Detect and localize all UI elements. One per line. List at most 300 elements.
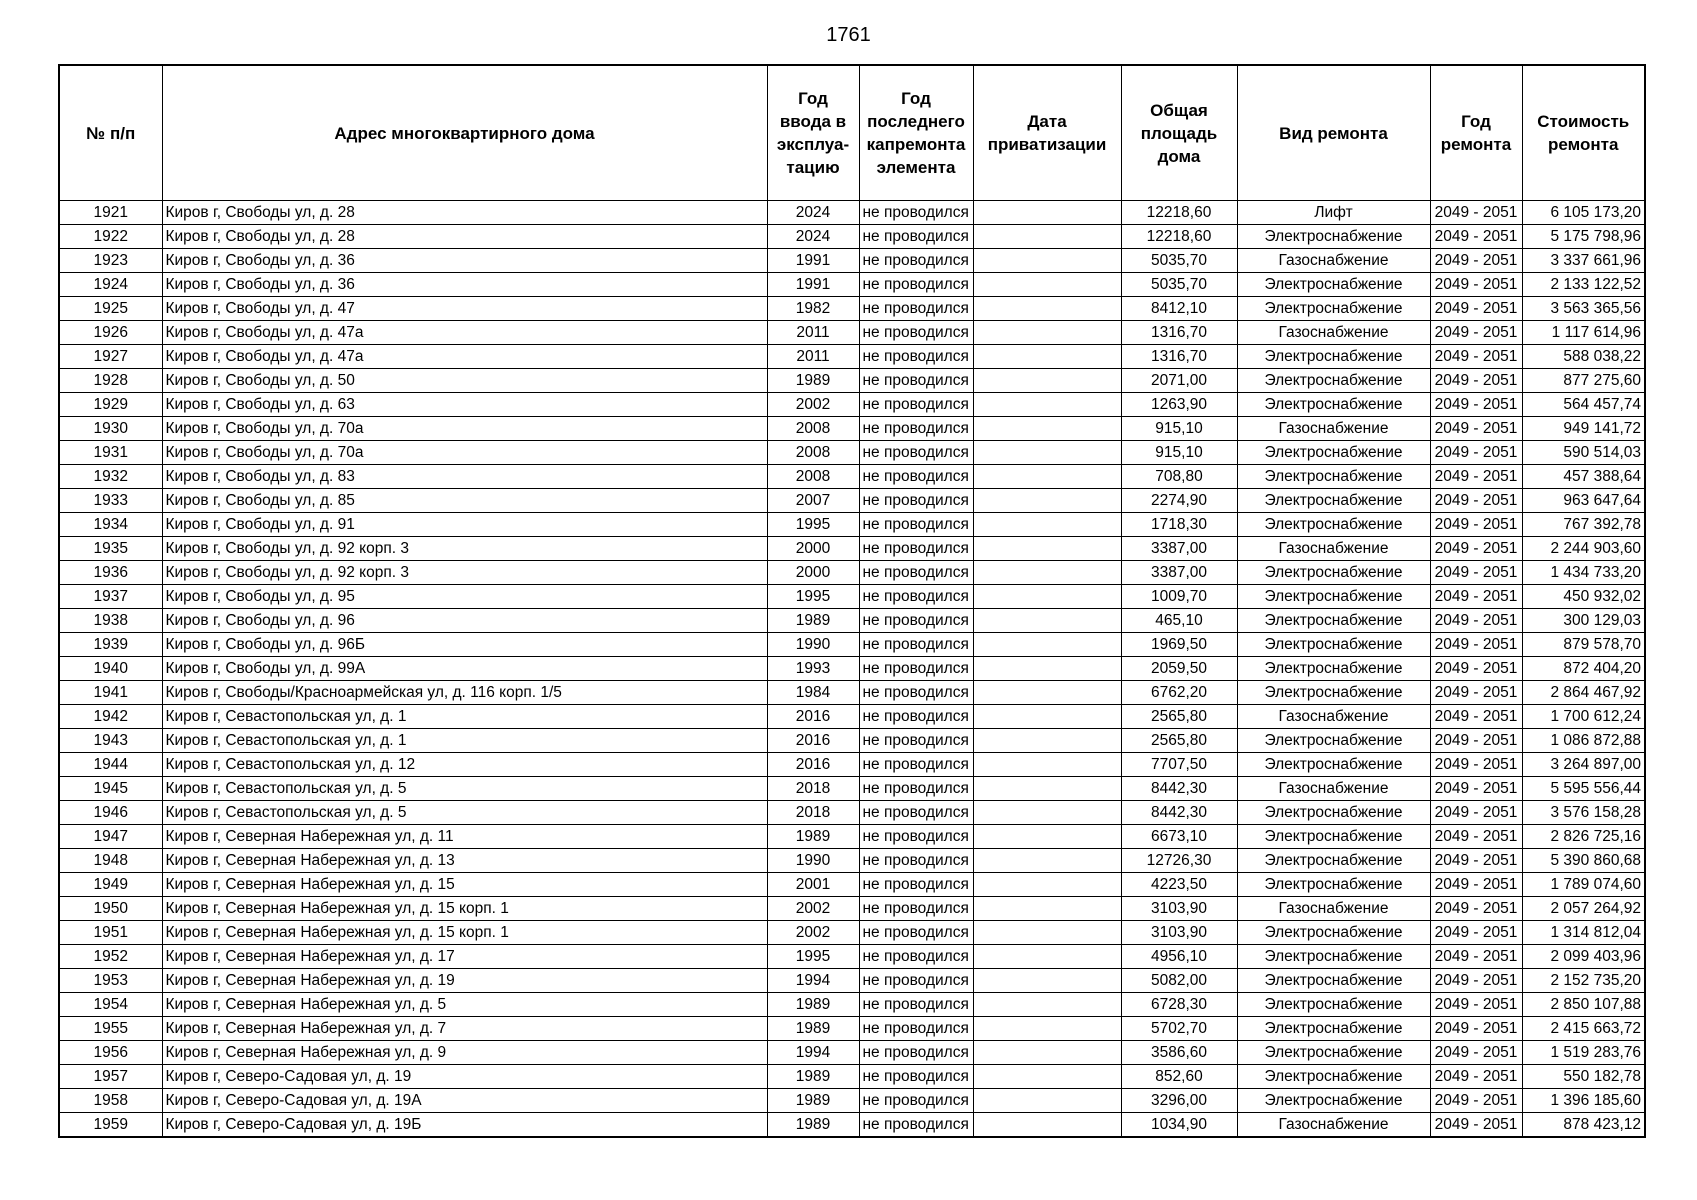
cell-address: Киров г, Севастопольская ул, д. 5 [162, 777, 767, 801]
cell-year-built: 1989 [767, 1113, 859, 1138]
cell-total-area: 6673,10 [1121, 825, 1237, 849]
cell-last-repair: не проводился [859, 633, 973, 657]
header-row [59, 65, 1645, 201]
cell-total-area: 1969,50 [1121, 633, 1237, 657]
cell-last-repair: не проводился [859, 441, 973, 465]
cell-privatization-date [973, 465, 1121, 489]
cell-privatization-date [973, 1065, 1121, 1089]
cell-repair-type: Газоснабжение [1237, 249, 1430, 273]
table-row [59, 945, 1645, 969]
cell-repair-type: Электроснабжение [1237, 489, 1430, 513]
cell-year-built: 2008 [767, 417, 859, 441]
cell-repair-year: 2049 - 2051 [1430, 489, 1522, 513]
cell-total-area: 8412,10 [1121, 297, 1237, 321]
cell-number: 1956 [59, 1041, 162, 1065]
cell-number: 1941 [59, 681, 162, 705]
cell-repair-cost: 1 086 872,88 [1522, 729, 1645, 753]
cell-repair-type: Электроснабжение [1237, 849, 1430, 873]
cell-year-built: 1989 [767, 369, 859, 393]
cell-repair-year: 2049 - 2051 [1430, 801, 1522, 825]
cell-repair-cost: 3 576 158,28 [1522, 801, 1645, 825]
cell-privatization-date [973, 1113, 1121, 1138]
cell-address: Киров г, Северо-Садовая ул, д. 19А [162, 1089, 767, 1113]
cell-repair-cost: 3 264 897,00 [1522, 753, 1645, 777]
cell-repair-type: Электроснабжение [1237, 969, 1430, 993]
cell-number: 1938 [59, 609, 162, 633]
cell-number: 1951 [59, 921, 162, 945]
cell-repair-type: Электроснабжение [1237, 393, 1430, 417]
cell-repair-year: 2049 - 2051 [1430, 969, 1522, 993]
header-repair-year: Год ремонта [1430, 65, 1522, 201]
cell-repair-type: Электроснабжение [1237, 273, 1430, 297]
table-row [59, 633, 1645, 657]
cell-repair-cost: 5 175 798,96 [1522, 225, 1645, 249]
cell-total-area: 12726,30 [1121, 849, 1237, 873]
cell-repair-year: 2049 - 2051 [1430, 1065, 1522, 1089]
cell-total-area: 1263,90 [1121, 393, 1237, 417]
cell-repair-cost: 1 117 614,96 [1522, 321, 1645, 345]
cell-privatization-date [973, 273, 1121, 297]
cell-privatization-date [973, 753, 1121, 777]
cell-repair-type: Электроснабжение [1237, 1041, 1430, 1065]
cell-total-area: 5035,70 [1121, 249, 1237, 273]
table-row [59, 801, 1645, 825]
cell-total-area: 2059,50 [1121, 657, 1237, 681]
cell-address: Киров г, Севастопольская ул, д. 5 [162, 801, 767, 825]
cell-repair-cost: 2 826 725,16 [1522, 825, 1645, 849]
cell-last-repair: не проводился [859, 1017, 973, 1041]
cell-last-repair: не проводился [859, 849, 973, 873]
cell-address: Киров г, Свободы ул, д. 63 [162, 393, 767, 417]
cell-repair-year: 2049 - 2051 [1430, 297, 1522, 321]
cell-address: Киров г, Свободы ул, д. 47а [162, 345, 767, 369]
cell-repair-cost: 2 099 403,96 [1522, 945, 1645, 969]
cell-total-area: 1316,70 [1121, 321, 1237, 345]
cell-total-area: 5082,00 [1121, 969, 1237, 993]
cell-address: Киров г, Свободы ул, д. 70а [162, 417, 767, 441]
cell-repair-type: Газоснабжение [1237, 417, 1430, 441]
table-row [59, 273, 1645, 297]
table-row [59, 969, 1645, 993]
cell-last-repair: не проводился [859, 513, 973, 537]
cell-total-area: 6762,20 [1121, 681, 1237, 705]
cell-privatization-date [973, 1041, 1121, 1065]
cell-repair-year: 2049 - 2051 [1430, 753, 1522, 777]
cell-year-built: 2024 [767, 201, 859, 225]
cell-number: 1940 [59, 657, 162, 681]
cell-repair-type: Электроснабжение [1237, 561, 1430, 585]
cell-repair-cost: 450 932,02 [1522, 585, 1645, 609]
cell-repair-year: 2049 - 2051 [1430, 1113, 1522, 1138]
cell-last-repair: не проводился [859, 417, 973, 441]
table-row [59, 993, 1645, 1017]
cell-address: Киров г, Севастопольская ул, д. 1 [162, 729, 767, 753]
cell-privatization-date [973, 945, 1121, 969]
cell-number: 1944 [59, 753, 162, 777]
table-row [59, 465, 1645, 489]
cell-last-repair: не проводился [859, 201, 973, 225]
cell-year-built: 1990 [767, 633, 859, 657]
cell-total-area: 4956,10 [1121, 945, 1237, 969]
cell-number: 1923 [59, 249, 162, 273]
cell-last-repair: не проводился [859, 705, 973, 729]
cell-year-built: 2002 [767, 921, 859, 945]
cell-repair-cost: 564 457,74 [1522, 393, 1645, 417]
cell-address: Киров г, Свободы ул, д. 36 [162, 273, 767, 297]
cell-repair-type: Электроснабжение [1237, 1089, 1430, 1113]
cell-privatization-date [973, 225, 1121, 249]
table-row [59, 729, 1645, 753]
table-row [59, 489, 1645, 513]
cell-privatization-date [973, 321, 1121, 345]
cell-number: 1929 [59, 393, 162, 417]
cell-number: 1936 [59, 561, 162, 585]
cell-repair-cost: 2 152 735,20 [1522, 969, 1645, 993]
cell-year-built: 2016 [767, 705, 859, 729]
cell-address: Киров г, Северо-Садовая ул, д. 19Б [162, 1113, 767, 1138]
cell-repair-year: 2049 - 2051 [1430, 777, 1522, 801]
cell-last-repair: не проводился [859, 393, 973, 417]
cell-repair-year: 2049 - 2051 [1430, 513, 1522, 537]
table-row [59, 1113, 1645, 1138]
cell-repair-cost: 1 519 283,76 [1522, 1041, 1645, 1065]
cell-number: 1959 [59, 1113, 162, 1138]
cell-repair-year: 2049 - 2051 [1430, 585, 1522, 609]
cell-year-built: 2008 [767, 441, 859, 465]
cell-repair-type: Электроснабжение [1237, 801, 1430, 825]
cell-last-repair: не проводился [859, 561, 973, 585]
cell-privatization-date [973, 873, 1121, 897]
table-row [59, 393, 1645, 417]
table-row [59, 609, 1645, 633]
cell-address: Киров г, Северная Набережная ул, д. 13 [162, 849, 767, 873]
cell-repair-cost: 872 404,20 [1522, 657, 1645, 681]
cell-year-built: 2000 [767, 561, 859, 585]
cell-year-built: 1994 [767, 969, 859, 993]
table-row [59, 777, 1645, 801]
table-row [59, 825, 1645, 849]
cell-address: Киров г, Свободы ул, д. 36 [162, 249, 767, 273]
cell-last-repair: не проводился [859, 249, 973, 273]
cell-privatization-date [973, 201, 1121, 225]
cell-last-repair: не проводился [859, 897, 973, 921]
cell-repair-year: 2049 - 2051 [1430, 273, 1522, 297]
cell-repair-year: 2049 - 2051 [1430, 417, 1522, 441]
cell-number: 1931 [59, 441, 162, 465]
cell-repair-type: Электроснабжение [1237, 441, 1430, 465]
cell-repair-year: 2049 - 2051 [1430, 633, 1522, 657]
cell-year-built: 1991 [767, 273, 859, 297]
cell-address: Киров г, Свободы ул, д. 95 [162, 585, 767, 609]
header-repair-type: Вид ремонта [1237, 65, 1430, 201]
cell-year-built: 2002 [767, 393, 859, 417]
cell-repair-cost: 1 396 185,60 [1522, 1089, 1645, 1113]
cell-repair-type: Газоснабжение [1237, 705, 1430, 729]
table-row [59, 1065, 1645, 1089]
cell-privatization-date [973, 825, 1121, 849]
cell-year-built: 1994 [767, 1041, 859, 1065]
cell-year-built: 2002 [767, 897, 859, 921]
table-row [59, 921, 1645, 945]
cell-address: Киров г, Свободы ул, д. 85 [162, 489, 767, 513]
cell-privatization-date [973, 993, 1121, 1017]
cell-repair-type: Газоснабжение [1237, 897, 1430, 921]
cell-repair-type: Электроснабжение [1237, 729, 1430, 753]
table-row [59, 1041, 1645, 1065]
cell-repair-cost: 300 129,03 [1522, 609, 1645, 633]
cell-total-area: 5702,70 [1121, 1017, 1237, 1041]
cell-repair-year: 2049 - 2051 [1430, 993, 1522, 1017]
cell-privatization-date [973, 537, 1121, 561]
cell-last-repair: не проводился [859, 1065, 973, 1089]
cell-privatization-date [973, 249, 1121, 273]
cell-repair-year: 2049 - 2051 [1430, 609, 1522, 633]
cell-repair-year: 2049 - 2051 [1430, 225, 1522, 249]
cell-repair-cost: 3 337 661,96 [1522, 249, 1645, 273]
cell-repair-type: Электроснабжение [1237, 921, 1430, 945]
cell-repair-year: 2049 - 2051 [1430, 369, 1522, 393]
cell-repair-cost: 1 314 812,04 [1522, 921, 1645, 945]
table-row [59, 705, 1645, 729]
cell-repair-year: 2049 - 2051 [1430, 561, 1522, 585]
cell-privatization-date [973, 1017, 1121, 1041]
cell-repair-year: 2049 - 2051 [1430, 705, 1522, 729]
cell-total-area: 4223,50 [1121, 873, 1237, 897]
table-row [59, 441, 1645, 465]
header-address: Адрес многоквартирного дома [162, 65, 767, 201]
cell-number: 1922 [59, 225, 162, 249]
table-row [59, 753, 1645, 777]
cell-address: Киров г, Северная Набережная ул, д. 19 [162, 969, 767, 993]
cell-address: Киров г, Свободы ул, д. 92 корп. 3 [162, 537, 767, 561]
cell-repair-year: 2049 - 2051 [1430, 345, 1522, 369]
cell-year-built: 1995 [767, 585, 859, 609]
cell-repair-year: 2049 - 2051 [1430, 1089, 1522, 1113]
cell-total-area: 8442,30 [1121, 777, 1237, 801]
cell-privatization-date [973, 633, 1121, 657]
table-row [59, 369, 1645, 393]
cell-repair-year: 2049 - 2051 [1430, 897, 1522, 921]
table-row [59, 249, 1645, 273]
cell-number: 1927 [59, 345, 162, 369]
cell-privatization-date [973, 561, 1121, 585]
table-row [59, 657, 1645, 681]
cell-total-area: 3387,00 [1121, 537, 1237, 561]
cell-total-area: 1034,90 [1121, 1113, 1237, 1138]
cell-year-built: 2016 [767, 729, 859, 753]
cell-repair-cost: 457 388,64 [1522, 465, 1645, 489]
table-row [59, 1017, 1645, 1041]
header-total-area: Общая площадь дома [1121, 65, 1237, 201]
cell-total-area: 3296,00 [1121, 1089, 1237, 1113]
cell-address: Киров г, Северная Набережная ул, д. 9 [162, 1041, 767, 1065]
cell-address: Киров г, Свободы ул, д. 28 [162, 201, 767, 225]
cell-repair-year: 2049 - 2051 [1430, 321, 1522, 345]
table-row [59, 417, 1645, 441]
cell-year-built: 1991 [767, 249, 859, 273]
cell-number: 1953 [59, 969, 162, 993]
cell-number: 1957 [59, 1065, 162, 1089]
cell-year-built: 2000 [767, 537, 859, 561]
cell-repair-year: 2049 - 2051 [1430, 465, 1522, 489]
cell-total-area: 2565,80 [1121, 729, 1237, 753]
cell-privatization-date [973, 849, 1121, 873]
cell-last-repair: не проводился [859, 537, 973, 561]
cell-repair-year: 2049 - 2051 [1430, 441, 1522, 465]
cell-repair-year: 2049 - 2051 [1430, 1041, 1522, 1065]
cell-last-repair: не проводился [859, 297, 973, 321]
cell-repair-cost: 2 850 107,88 [1522, 993, 1645, 1017]
cell-repair-year: 2049 - 2051 [1430, 393, 1522, 417]
cell-total-area: 1009,70 [1121, 585, 1237, 609]
cell-address: Киров г, Свободы ул, д. 83 [162, 465, 767, 489]
cell-privatization-date [973, 609, 1121, 633]
cell-address: Киров г, Северная Набережная ул, д. 17 [162, 945, 767, 969]
cell-total-area: 915,10 [1121, 441, 1237, 465]
cell-last-repair: не проводился [859, 801, 973, 825]
cell-number: 1958 [59, 1089, 162, 1113]
cell-address: Киров г, Свободы ул, д. 28 [162, 225, 767, 249]
table-body [59, 201, 1645, 1138]
cell-repair-type: Электроснабжение [1237, 1017, 1430, 1041]
cell-number: 1926 [59, 321, 162, 345]
cell-last-repair: не проводился [859, 1041, 973, 1065]
cell-total-area: 8442,30 [1121, 801, 1237, 825]
header-repair-cost: Стоимость ремонта [1522, 65, 1645, 201]
table-row [59, 561, 1645, 585]
cell-privatization-date [973, 393, 1121, 417]
cell-repair-type: Электроснабжение [1237, 825, 1430, 849]
cell-privatization-date [973, 657, 1121, 681]
cell-total-area: 6728,30 [1121, 993, 1237, 1017]
cell-total-area: 2274,90 [1121, 489, 1237, 513]
cell-repair-type: Электроснабжение [1237, 225, 1430, 249]
cell-year-built: 1989 [767, 993, 859, 1017]
cell-last-repair: не проводился [859, 729, 973, 753]
cell-total-area: 2565,80 [1121, 705, 1237, 729]
table-row [59, 297, 1645, 321]
cell-number: 1952 [59, 945, 162, 969]
cell-repair-cost: 2 057 264,92 [1522, 897, 1645, 921]
cell-repair-cost: 6 105 173,20 [1522, 201, 1645, 225]
table-row [59, 513, 1645, 537]
cell-total-area: 12218,60 [1121, 225, 1237, 249]
cell-last-repair: не проводился [859, 273, 973, 297]
cell-repair-type: Электроснабжение [1237, 993, 1430, 1017]
cell-repair-type: Электроснабжение [1237, 465, 1430, 489]
cell-address: Киров г, Свободы ул, д. 50 [162, 369, 767, 393]
cell-last-repair: не проводился [859, 657, 973, 681]
cell-last-repair: не проводился [859, 585, 973, 609]
cell-repair-type: Электроснабжение [1237, 657, 1430, 681]
cell-repair-type: Газоснабжение [1237, 1113, 1430, 1138]
cell-total-area: 2071,00 [1121, 369, 1237, 393]
cell-repair-cost: 2 244 903,60 [1522, 537, 1645, 561]
cell-repair-cost: 963 647,64 [1522, 489, 1645, 513]
cell-last-repair: не проводился [859, 825, 973, 849]
cell-number: 1930 [59, 417, 162, 441]
table-header [59, 65, 1645, 201]
cell-year-built: 2011 [767, 321, 859, 345]
cell-address: Киров г, Северная Набережная ул, д. 15 корп. 1 [162, 921, 767, 945]
cell-last-repair: не проводился [859, 753, 973, 777]
cell-repair-cost: 3 563 365,56 [1522, 297, 1645, 321]
cell-address: Киров г, Свободы ул, д. 99А [162, 657, 767, 681]
cell-year-built: 1989 [767, 609, 859, 633]
cell-total-area: 1316,70 [1121, 345, 1237, 369]
cell-privatization-date [973, 513, 1121, 537]
cell-privatization-date [973, 921, 1121, 945]
cell-last-repair: не проводился [859, 1089, 973, 1113]
cell-year-built: 1995 [767, 513, 859, 537]
cell-number: 1943 [59, 729, 162, 753]
cell-number: 1921 [59, 201, 162, 225]
table-row [59, 585, 1645, 609]
cell-repair-year: 2049 - 2051 [1430, 537, 1522, 561]
table-row [59, 201, 1645, 225]
cell-total-area: 3103,90 [1121, 921, 1237, 945]
cell-repair-cost: 879 578,70 [1522, 633, 1645, 657]
cell-number: 1942 [59, 705, 162, 729]
table-row [59, 225, 1645, 249]
cell-year-built: 1993 [767, 657, 859, 681]
table-row [59, 1089, 1645, 1113]
cell-repair-type: Электроснабжение [1237, 513, 1430, 537]
cell-repair-type: Электроснабжение [1237, 1065, 1430, 1089]
cell-address: Киров г, Свободы ул, д. 96 [162, 609, 767, 633]
header-privatization-date: Дата приватизации [973, 65, 1121, 201]
cell-repair-cost: 1 434 733,20 [1522, 561, 1645, 585]
cell-last-repair: не проводился [859, 921, 973, 945]
cell-total-area: 5035,70 [1121, 273, 1237, 297]
table-row [59, 849, 1645, 873]
cell-number: 1934 [59, 513, 162, 537]
cell-total-area: 915,10 [1121, 417, 1237, 441]
cell-number: 1937 [59, 585, 162, 609]
cell-year-built: 2011 [767, 345, 859, 369]
cell-repair-type: Электроснабжение [1237, 633, 1430, 657]
cell-last-repair: не проводился [859, 945, 973, 969]
cell-repair-type: Электроснабжение [1237, 297, 1430, 321]
cell-last-repair: не проводился [859, 321, 973, 345]
cell-number: 1933 [59, 489, 162, 513]
cell-number: 1947 [59, 825, 162, 849]
cell-number: 1949 [59, 873, 162, 897]
cell-repair-year: 2049 - 2051 [1430, 201, 1522, 225]
cell-repair-year: 2049 - 2051 [1430, 873, 1522, 897]
cell-year-built: 1989 [767, 825, 859, 849]
cell-year-built: 1982 [767, 297, 859, 321]
cell-privatization-date [973, 777, 1121, 801]
cell-repair-cost: 588 038,22 [1522, 345, 1645, 369]
cell-number: 1925 [59, 297, 162, 321]
cell-total-area: 465,10 [1121, 609, 1237, 633]
table-row [59, 873, 1645, 897]
cell-number: 1945 [59, 777, 162, 801]
cell-repair-type: Лифт [1237, 201, 1430, 225]
cell-repair-year: 2049 - 2051 [1430, 945, 1522, 969]
cell-last-repair: не проводился [859, 777, 973, 801]
cell-last-repair: не проводился [859, 609, 973, 633]
cell-last-repair: не проводился [859, 993, 973, 1017]
cell-year-built: 2008 [767, 465, 859, 489]
cell-privatization-date [973, 705, 1121, 729]
cell-last-repair: не проводился [859, 225, 973, 249]
cell-repair-year: 2049 - 2051 [1430, 849, 1522, 873]
table-row [59, 321, 1645, 345]
cell-address: Киров г, Северная Набережная ул, д. 15 [162, 873, 767, 897]
cell-repair-type: Электроснабжение [1237, 345, 1430, 369]
